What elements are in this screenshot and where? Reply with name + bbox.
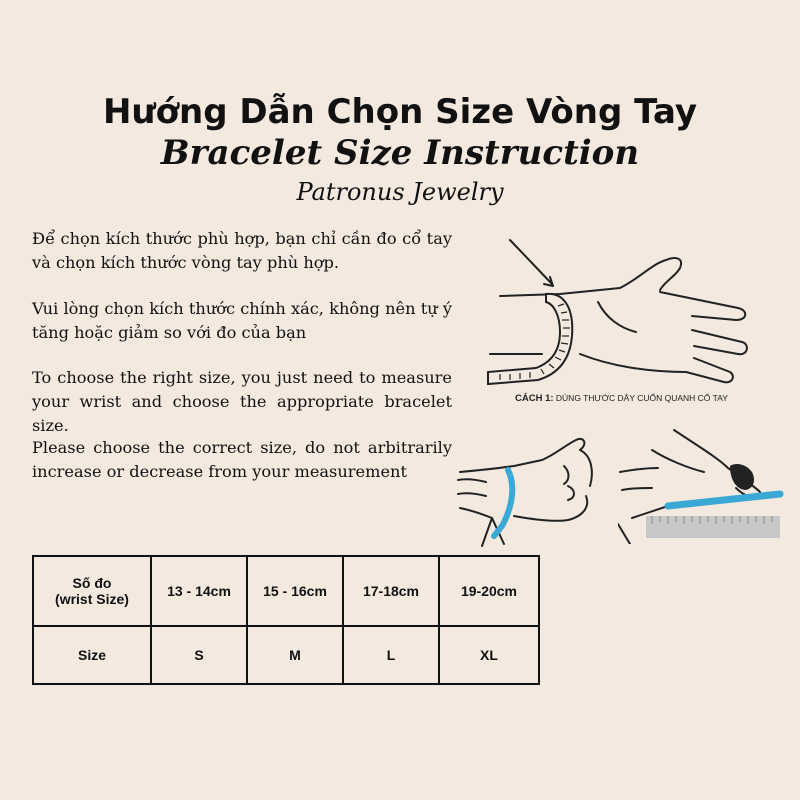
- measure-cell: 13 - 14cm: [151, 556, 247, 626]
- caption-text: DÙNG THƯỚC DÂY CUỐN QUANH CỔ TAY: [555, 393, 728, 403]
- instruction-en-2: Please choose the correct size, do not arbitrarily increase or decrease from your measurement: [32, 438, 452, 481]
- instruction-en-1: To choose the right size, you just need to measure your wrist and choose the appropriate bracelet size.: [32, 368, 452, 435]
- strip-measure-icon: [668, 494, 780, 506]
- instruction-vn-2: Vui lòng chọn kích thước chính xác, không nên tự ý tăng hoặc giảm so với đo của bạn: [32, 299, 452, 342]
- measure-cell: 15 - 16cm: [247, 556, 343, 626]
- header-label-line2: (wrist Size): [55, 591, 129, 607]
- size-cell: L: [343, 626, 439, 684]
- title-vietnamese: Hướng Dẫn Chọn Size Vòng Tay: [102, 92, 698, 132]
- table-row-size: [33, 626, 539, 684]
- strip-ruler-illustration: [618, 428, 788, 544]
- header-cell-measure: [33, 556, 151, 626]
- table-row-measure: [33, 556, 539, 626]
- instruction-vn-1: Để chọn kích thước phù hợp, bạn chỉ cần đo cổ tay và chọn kích thước vòng tay phù hợp.: [32, 229, 452, 272]
- measure-cell: 17-18cm: [343, 556, 439, 626]
- size-cell: M: [247, 626, 343, 684]
- tape-measure-icon: [488, 294, 572, 384]
- thumb-icon: [730, 464, 754, 490]
- size-cell: XL: [439, 626, 539, 684]
- size-cell: S: [151, 626, 247, 684]
- brand-name: Patronus Jewelry: [296, 178, 504, 206]
- wrist-tape-illustration: [480, 232, 770, 392]
- caption-label: CÁCH 1:: [515, 393, 554, 404]
- header-cell-size: Size: [33, 626, 151, 684]
- method-caption: [515, 393, 728, 404]
- size-table: [32, 555, 540, 685]
- measure-cell: 19-20cm: [439, 556, 539, 626]
- header-label-line1: Số đo: [72, 575, 112, 591]
- ruler-icon: [646, 516, 780, 538]
- title-english: Bracelet Size Instruction: [160, 133, 640, 173]
- wrap-strip-illustration: [452, 432, 602, 550]
